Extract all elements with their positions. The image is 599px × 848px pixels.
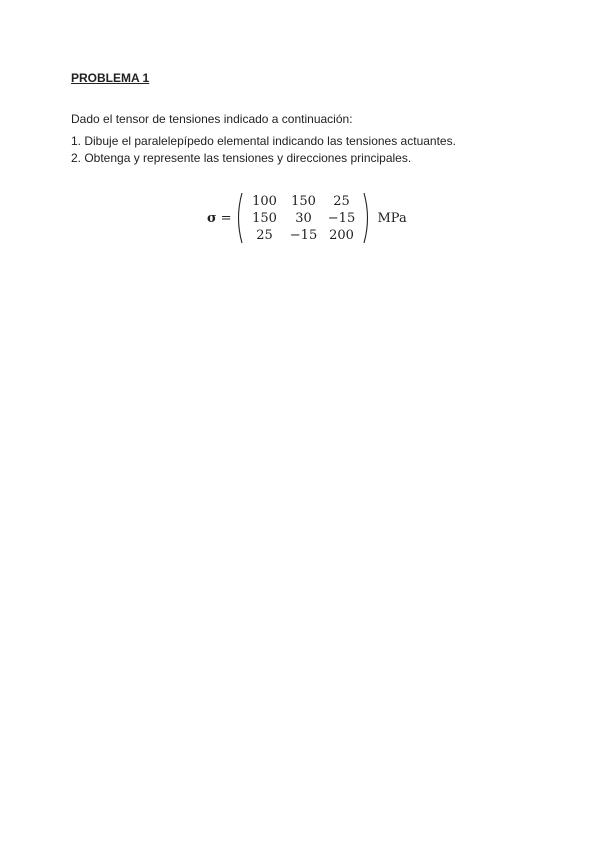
matrix-cell: 150 bbox=[291, 193, 316, 209]
matrix-cell: 25 bbox=[256, 227, 273, 243]
matrix-cell: 30 bbox=[295, 210, 312, 226]
unit-label: MPa bbox=[377, 210, 407, 226]
right-parenthesis bbox=[362, 192, 372, 244]
stress-matrix bbox=[246, 193, 360, 244]
matrix-cell: −15 bbox=[327, 210, 356, 226]
stress-tensor-equation bbox=[207, 190, 407, 246]
problem-title: PROBLEMA 1 bbox=[71, 71, 150, 85]
equals-sign: = bbox=[220, 210, 232, 226]
problem-item-2: 2. Obtenga y represente las tensiones y direcciones principales. bbox=[71, 151, 412, 165]
problem-item-1: 1. Dibuje el paralelepípedo elemental indicando las tensiones actuantes. bbox=[71, 134, 456, 148]
left-parenthesis bbox=[234, 192, 244, 244]
sigma-symbol: σ bbox=[207, 210, 217, 226]
matrix-cell: 150 bbox=[252, 210, 277, 226]
matrix-cell: 100 bbox=[252, 193, 277, 209]
problem-intro: Dado el tensor de tensiones indicado a continuación: bbox=[71, 112, 353, 126]
matrix-cell: 200 bbox=[329, 227, 354, 243]
matrix-cell: 25 bbox=[333, 193, 350, 209]
matrix-cell: −15 bbox=[289, 227, 318, 243]
